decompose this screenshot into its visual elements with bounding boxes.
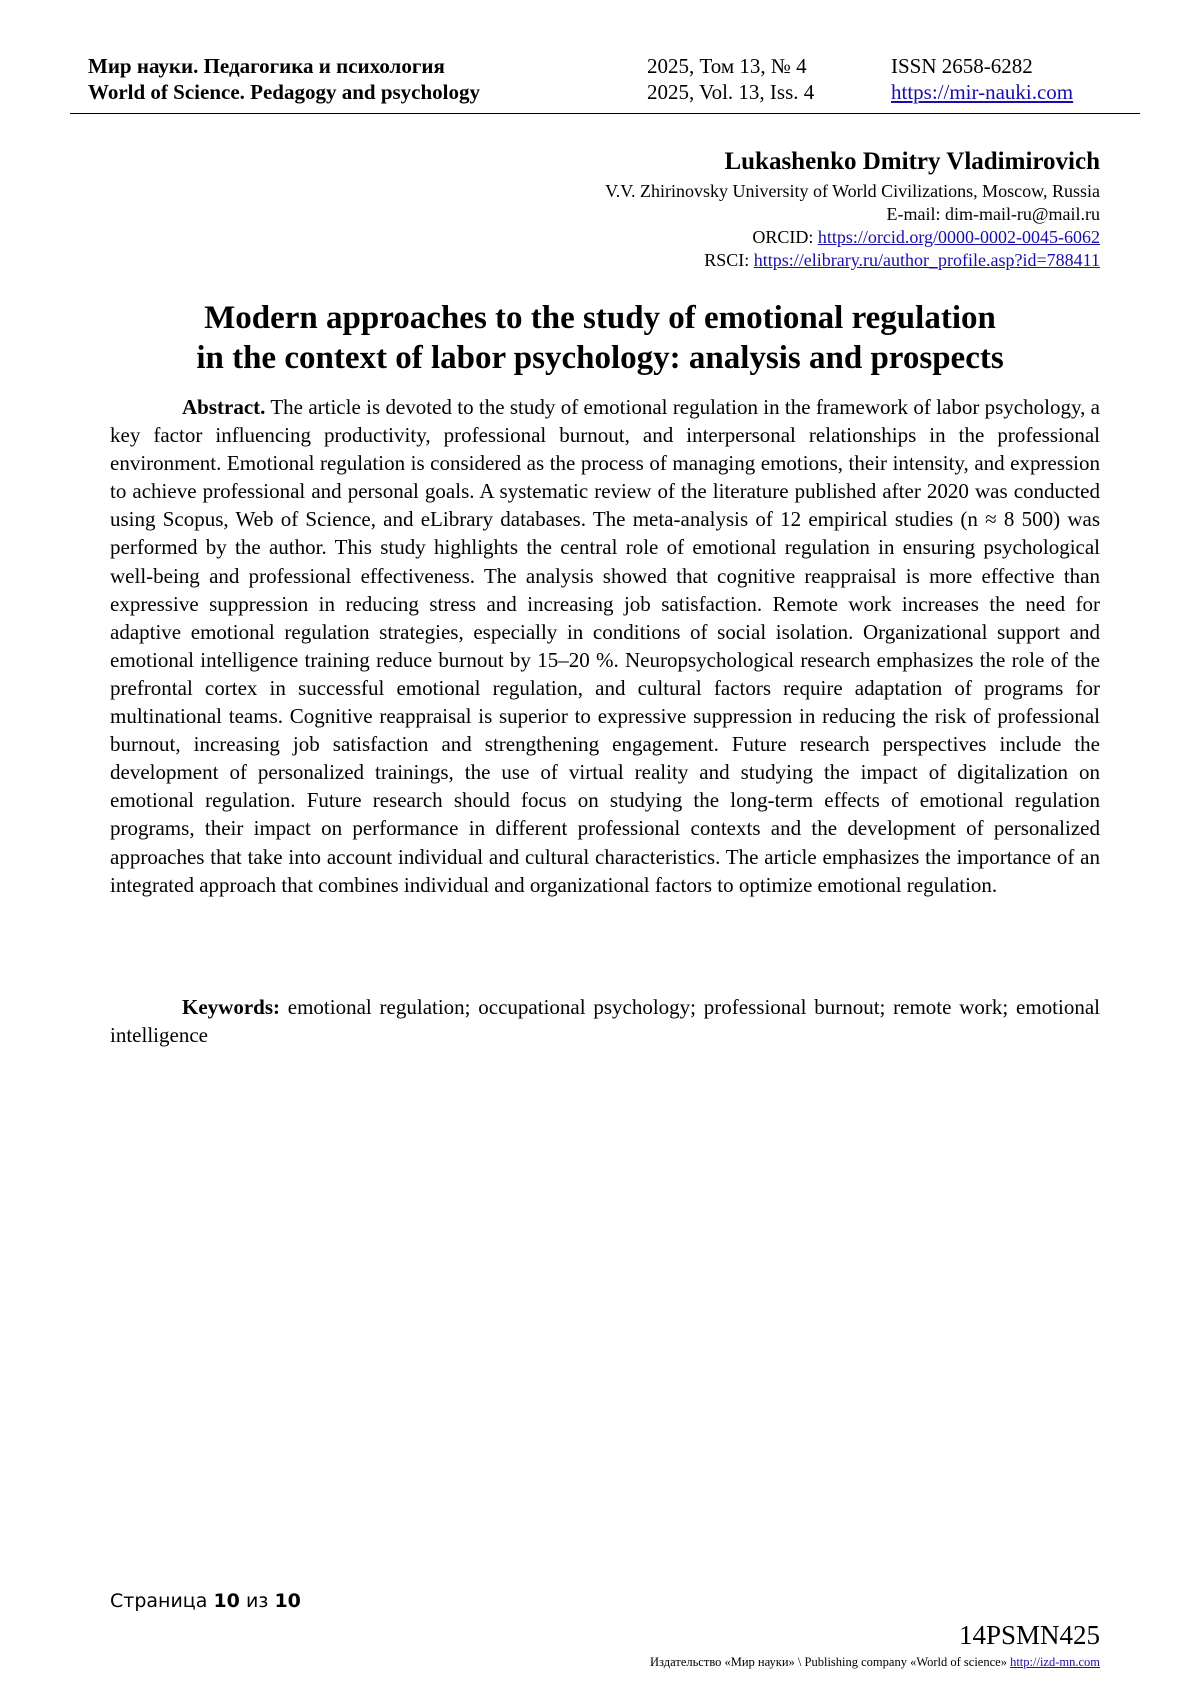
journal-header xyxy=(70,48,1140,114)
abstract-text: The article is devoted to the study of emotional regulation in the framework of labor psychology, a key factor influencing productivity, professional burnout, and interpersonal relationships in the professional environment. Emotional regulation is considered as the process of managing emotions, their intensity, and expression to achieve professional and personal goals. A systematic review of the literature published after 2020 was conducted using Scopus, Web of Science, and eLibrary databases. The meta-analysis of 12 empirical studies (n ≈ 8 500) was performed by the author. This study highlights the central role of emotional regulation in ensuring psychological well-being and professional effectiveness. The analysis showed that cognitive reappraisal is more effective than expressive suppression in reducing stress and increasing job satisfaction. Remote work increases the need for adaptive emotional regulation strategies, especially in conditions of social isolation. Organizational support and emotional intelligence training reduce burnout by 15–20 %. Neuropsychological research emphasizes the role of the prefrontal cortex in successful emotional regulation, and cultural factors require adaptation of programs for multinational teams. Cognitive reappraisal is superior to expressive suppression in reducing the risk of professional burnout, increasing job satisfaction and strengthening engagement. Future research perspectives include the development of personalized trainings, the use of virtual reality and studying the impact of digitalization on emotional regulation. Future research should focus on studying the long-term effects of emotional regulation programs, their impact on performance in different professional contexts and the development of personalized approaches that take into account individual and cultural characteristics. The article emphasizes the importance of an integrated approach that combines individual and organizational factors to optimize emotional regulation. xyxy=(110,395,1100,897)
rsci-link[interactable]: https://elibrary.ru/author_profile.asp?id=788411 xyxy=(753,250,1100,270)
page-total: 10 xyxy=(274,1590,301,1612)
article-code: 14PSMN425 xyxy=(958,1620,1100,1650)
publisher-footer xyxy=(650,1655,1100,1670)
title-line-2: in the context of labor psychology: analysis and prospects xyxy=(196,340,1004,376)
issue-info-en: 2025, Vol. 13, Iss. 4 xyxy=(647,80,815,104)
author-email: E-mail: dim-mail-ru@mail.ru xyxy=(886,204,1100,224)
author-name: Lukashenko Dmitry Vladimirovich xyxy=(724,148,1100,175)
author-orcid xyxy=(605,226,1100,249)
journal-site-link[interactable]: https://mir-nauki.com xyxy=(891,80,1074,104)
author-rsci xyxy=(605,249,1100,272)
keywords xyxy=(110,993,1100,1049)
author-affiliation: V.V. Zhirinovsky University of World Civilizations, Moscow, Russia xyxy=(605,181,1100,201)
orcid-link[interactable]: https://orcid.org/0000-0002-0045-6062 xyxy=(817,227,1100,247)
orcid-label: ORCID: xyxy=(752,227,814,247)
article-title xyxy=(100,298,1100,378)
issue-info-ru: 2025, Том 13, № 4 xyxy=(647,54,807,78)
issn: ISSN 2658-6282 xyxy=(891,54,1033,78)
keywords-label: Keywords: xyxy=(182,995,280,1019)
page-word: Страница xyxy=(110,1590,208,1612)
keywords-text: emotional regulation; occupational psychology; professional burnout; remote work; emotional intelligence xyxy=(110,995,1100,1047)
publisher-text: Издательство «Мир науки» \ Publishing company «World of science» xyxy=(650,1655,1007,1669)
page-of: из xyxy=(245,1590,269,1612)
publisher-link[interactable]: http://izd-mn.com xyxy=(1010,1655,1100,1669)
title-line-1: Modern approaches to the study of emotional regulation xyxy=(204,300,996,336)
journal-name-en: World of Science. Pedagogy and psychology xyxy=(88,80,481,104)
abstract-label: Abstract. xyxy=(182,395,266,419)
page-number xyxy=(110,1590,301,1612)
journal-name-ru: Мир науки. Педагогика и психология xyxy=(88,54,445,78)
abstract xyxy=(110,393,1100,899)
page-current: 10 xyxy=(213,1590,240,1612)
author-block xyxy=(605,146,1100,272)
rsci-label: RSCI: xyxy=(704,250,750,270)
